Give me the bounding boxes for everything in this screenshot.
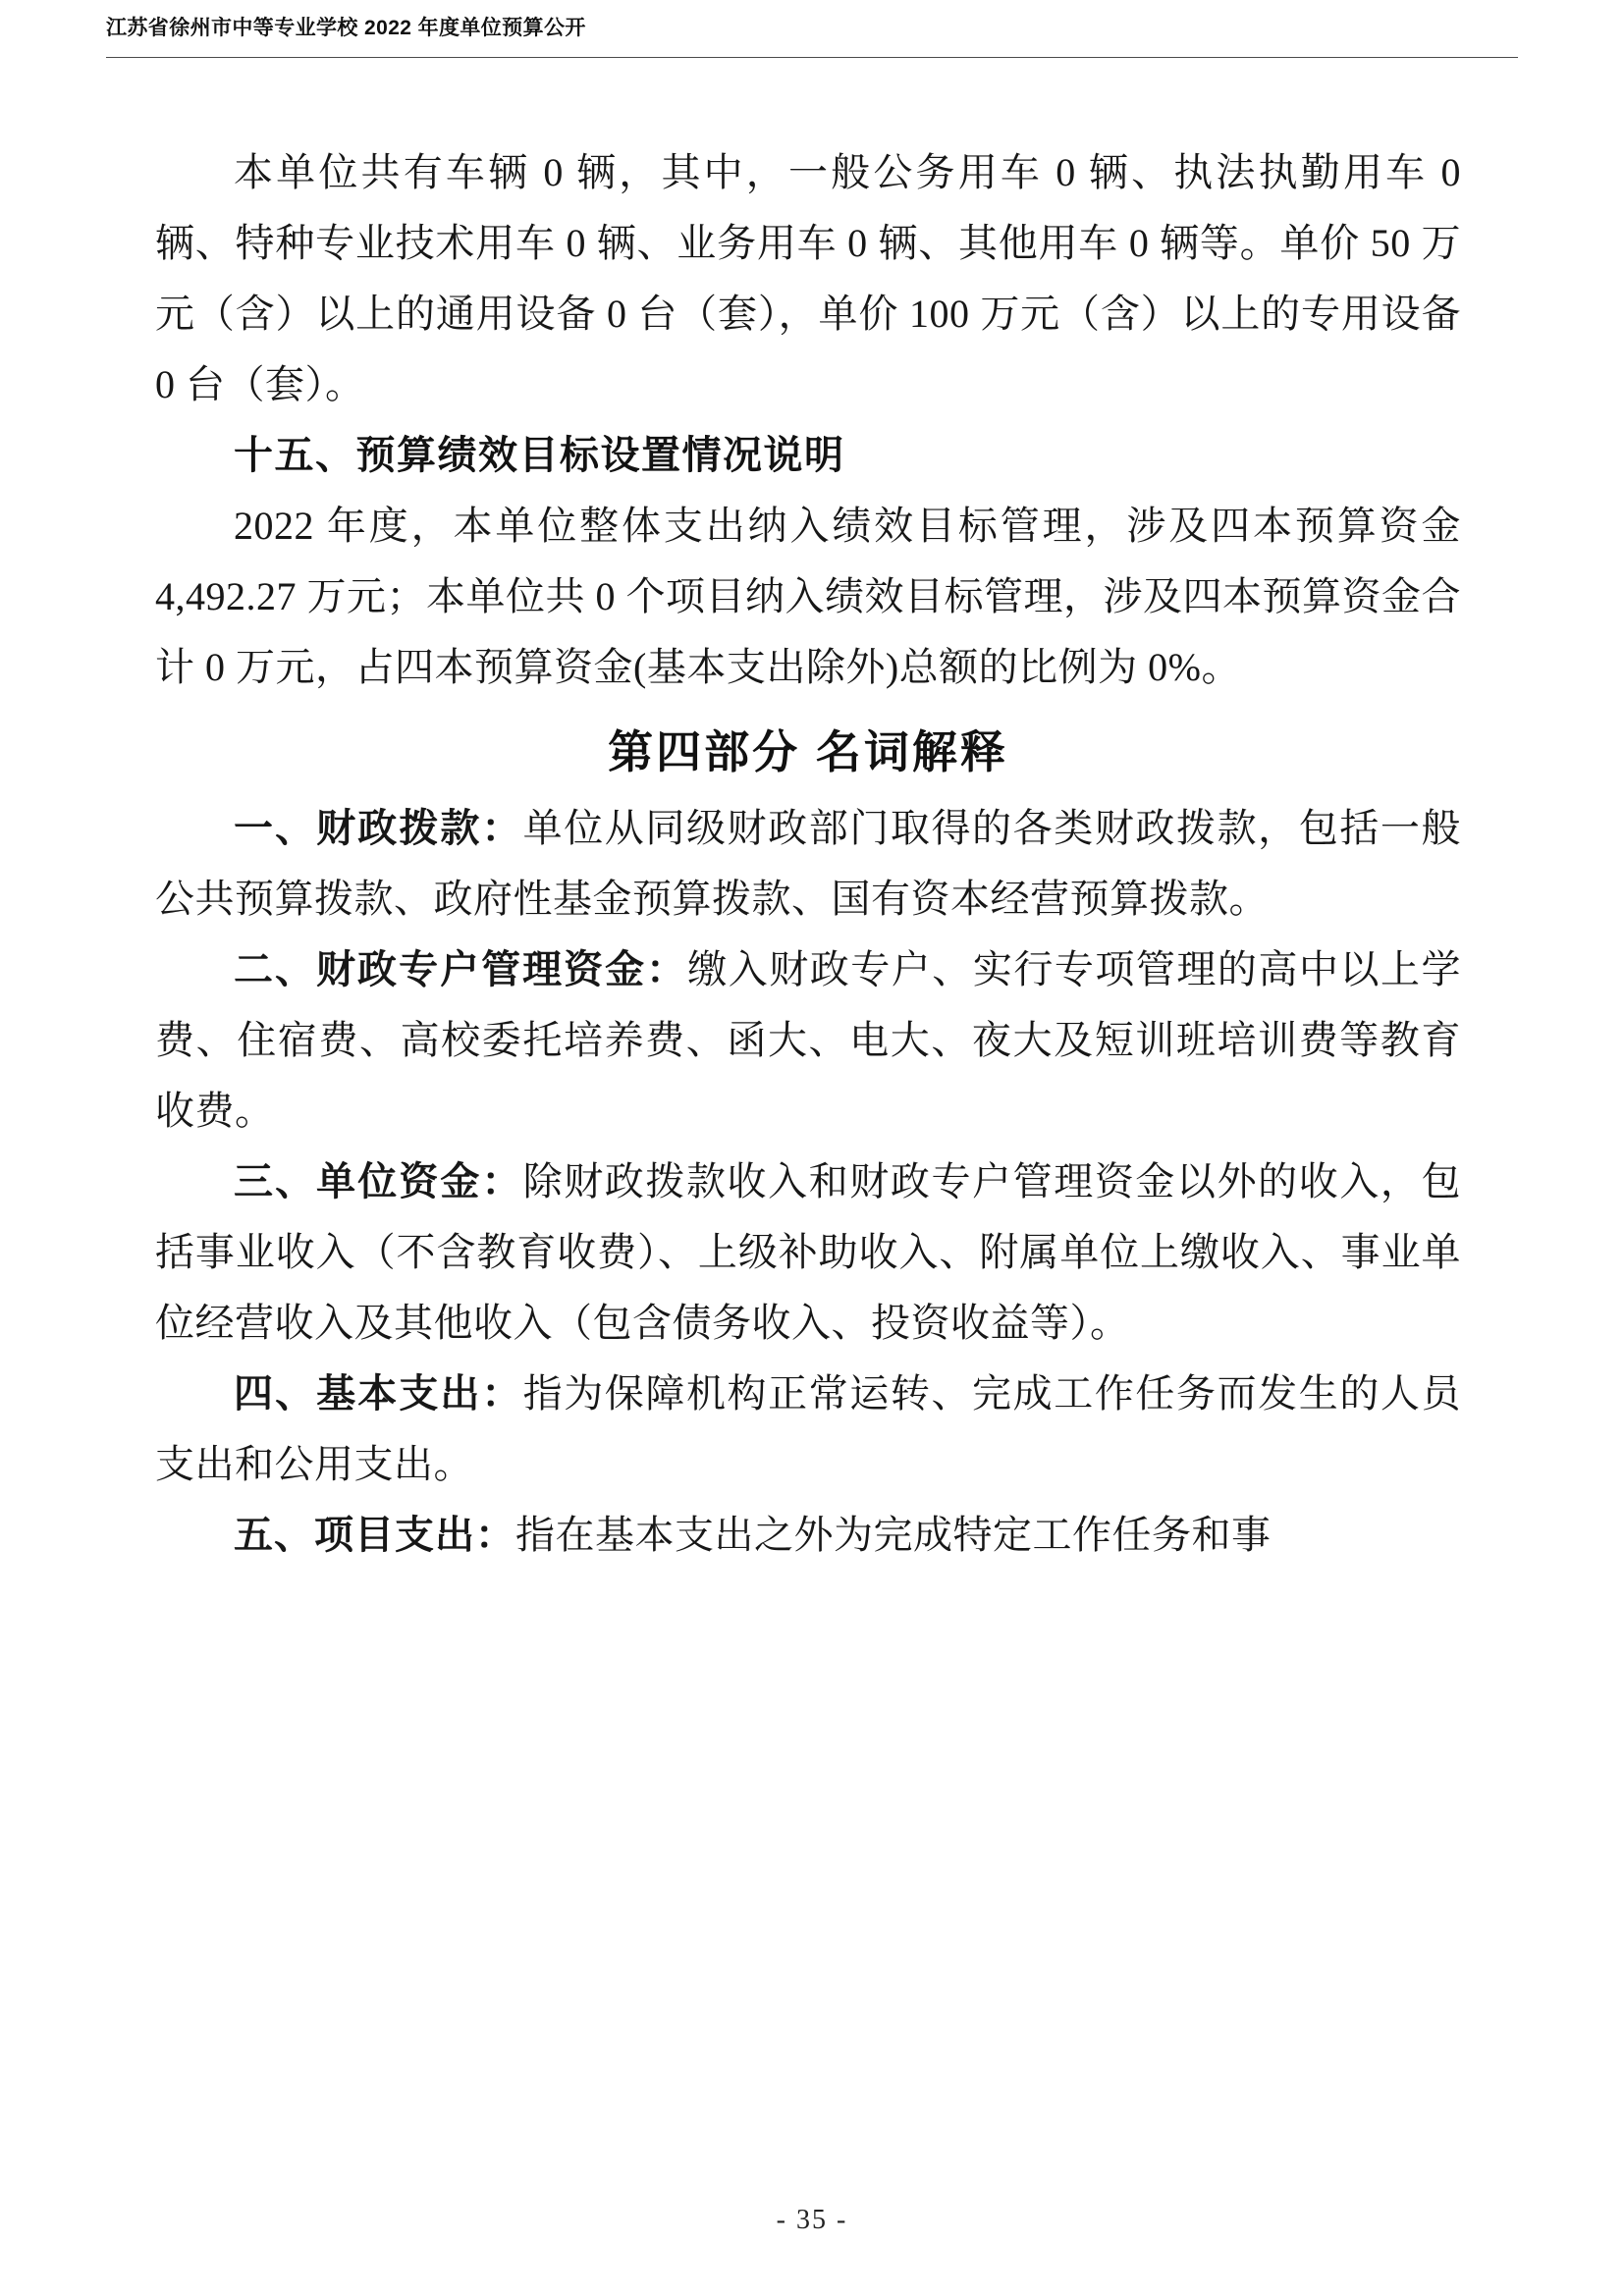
term-text-5: 指在基本支出之外为完成特定工作任务和事 [515, 1513, 1272, 1557]
page-header [106, 14, 1518, 59]
term-definition-3 [155, 1147, 1461, 1359]
term-label-3: 三、单位资金： [234, 1160, 523, 1203]
term-text-4: 指为保障机构正常运转、完成工作任务而发生的人员支出和公用支出。 [155, 1371, 1462, 1486]
vehicle-equipment-paragraph: 本单位共有车辆 0 辆，其中，一般公务用车 0 辆、执法执勤用车 0 辆、特种专业技术用车 0 辆、业务用车 0 辆、其他用车 0 辆等。单价 50 万元（含）以上的通用设备 0 台（套），单价 100 万元（含）以上的专用设备 0 台（套）。 [155, 150, 1461, 406]
header-title: 江苏省徐州市中等专业学校 2022 年度单位预算公开 [106, 17, 586, 39]
term-label-5: 五、项目支出： [234, 1514, 515, 1557]
page-footer [0, 2205, 1624, 2236]
page-number: - 35 - [776, 2205, 848, 2235]
term-text-3: 除财政拨款收入和财政专户管理资金以外的收入，包括事业收入（不含教育收费）、上级补助收入、附属单位上缴收入、事业单位经营收入及其他收入（包含债务收入、投资收益等）。 [155, 1159, 1462, 1345]
term-text-2: 缴入财政专户、实行专项管理的高中以上学费、住宿费、高校委托培养费、函大、电大、夜大及短训班培训费等教育收费。 [155, 947, 1462, 1133]
term-text-1: 单位从同级财政部门取得的各类财政拨款，包括一般公共预算拨款、政府性基金预算拨款、国有资本经营预算拨款。 [155, 806, 1462, 921]
section-heading-performance: 十五、预算绩效目标设置情况说明 [234, 434, 845, 477]
term-label-2: 二、财政专户管理资金： [234, 948, 688, 991]
part-four-title: 第四部分 名词解释 [608, 726, 1008, 777]
term-definition-2 [155, 934, 1461, 1147]
term-definition-1 [155, 793, 1461, 934]
term-label-1: 一、财政拨款： [234, 807, 523, 850]
performance-paragraph: 2022 年度，本单位整体支出纳入绩效目标管理，涉及四本预算资金 4,492.27 万元；本单位共 0 个项目纳入绩效目标管理，涉及四本预算资金合计 0 万元，占四本预算资金(基本支出除外)总额的比例为 0%。 [155, 504, 1461, 689]
header-divider [106, 57, 1518, 58]
term-definition-5 [155, 1500, 1461, 1571]
document-body [155, 137, 1461, 1571]
term-label-4: 四、基本支出： [234, 1372, 523, 1415]
term-definition-4 [155, 1359, 1461, 1500]
